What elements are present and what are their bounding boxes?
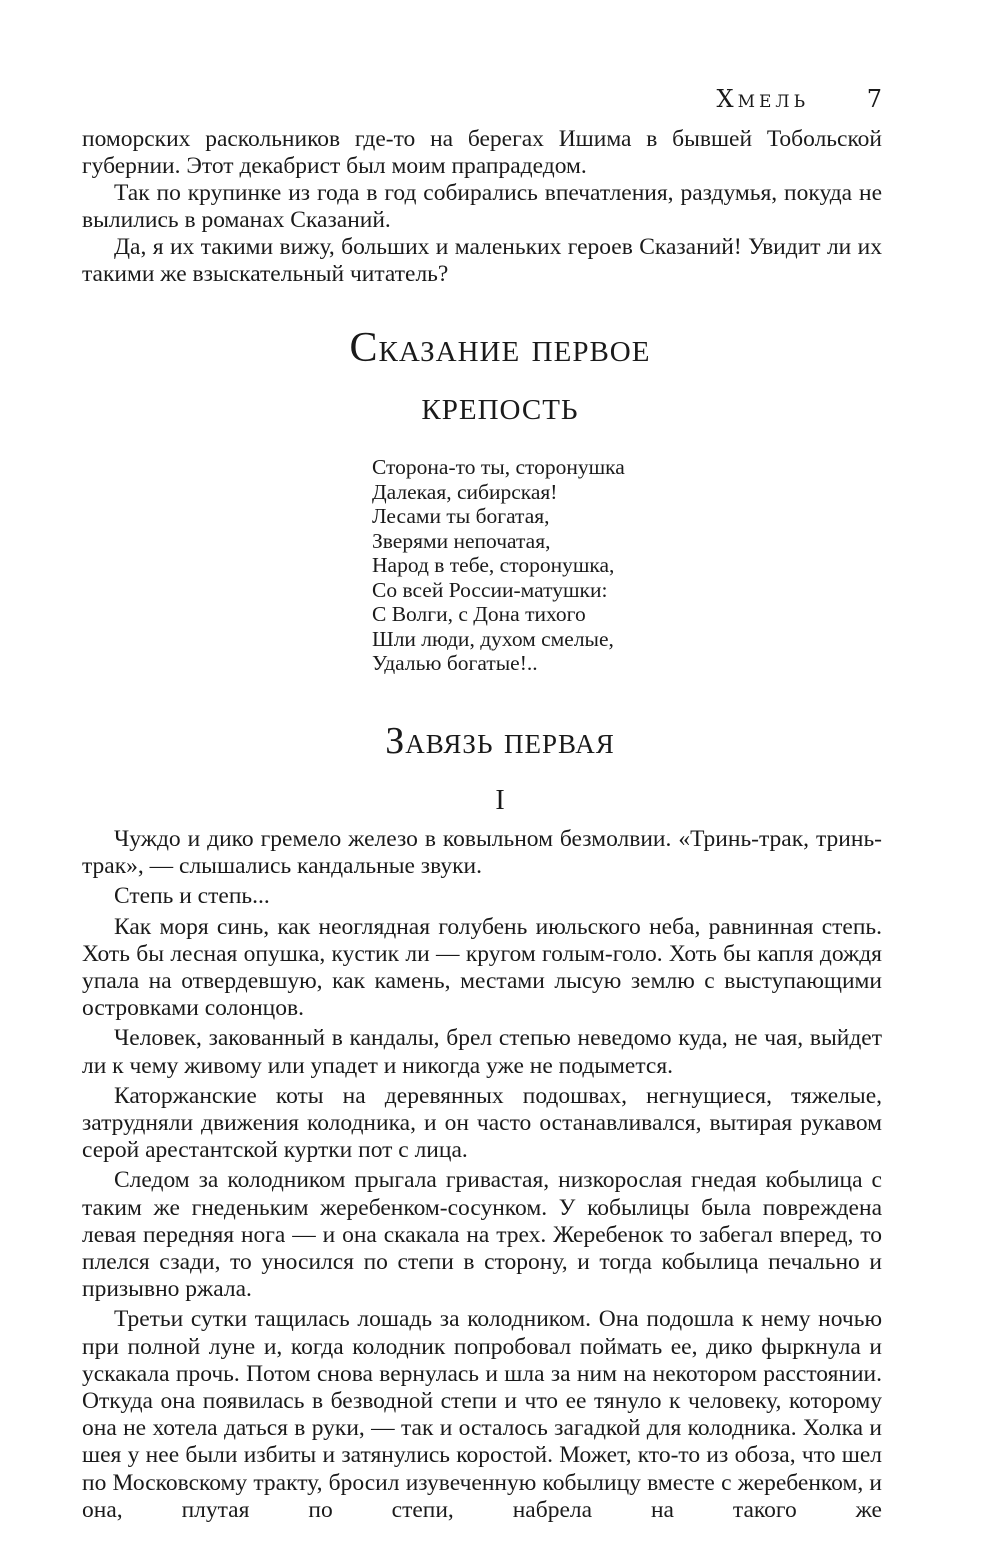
- body-paragraph: Третьи сутки тащилась лошадь за колодником. Она подошла к нему ночью при полной луне и, когда колодник попробовал поймать ее, дико фыркнула и ускакала прочь. Потом снова вернулась и шла за ним на некотором расстоянии. Откуда она появилась в безводной степи и что ее тянуло к человеку, которому она не хотела даться в руки, — так и осталось загадкой для колодника. Холка и шея у нее были избиты и затянулись коростой. Может, кто-то из обоза, что шел по Московскому тракту, бросил изувеченную кобылицу вместе с жеребенком, и она, плутая по степи, набрела на такого же: [82, 1306, 882, 1523]
- intro-paragraph: Да, я их такими вижу, больших и маленьких героев Сказаний! Увидит ли их такими же взыскательный читатель?: [82, 234, 882, 287]
- chapter-body: [82, 826, 882, 1527]
- poem-line: Со всей России-матушки:: [372, 577, 608, 602]
- poem-line: Удалью богатые!..: [372, 651, 538, 675]
- poem-line: Сторона-то ты, сторонушка: [372, 455, 625, 479]
- body-paragraph: Степь и степь...: [114, 883, 270, 910]
- epigraph-poem: [372, 455, 772, 676]
- body-paragraph: Как моря синь, как неоглядная голубень июльского неба, равнинная степь. Хоть бы лесная опушка, кустик ли — кругом голым-голо. Хоть бы капля дождя упала на отвердевшую, как камень, местами лысую землю с выступающими островками солонцов.: [82, 913, 882, 1022]
- intro-text: [82, 126, 882, 288]
- intro-paragraph: Так по крупинке из года в год собирались впечатления, раздумья, покуда не вылились в романах Сказаний.: [82, 180, 882, 233]
- poem-line: С Волги, с Дона тихого: [372, 602, 586, 626]
- section-title-line-1: Сказание первое: [349, 325, 651, 371]
- subsection-title: Завязь первая: [385, 720, 615, 762]
- body-paragraph: Человек, закованный в кандалы, брел степью неведомо куда, не чая, выйдет ли к чему живому или упадет и никогда уже не подымется.: [82, 1025, 882, 1079]
- poem-line: Зверями непочатая,: [372, 528, 551, 553]
- poem-line: Далекая, сибирская!: [372, 479, 558, 504]
- chapter-number: I: [495, 785, 505, 816]
- body-paragraph: Чуждо и дико гремело железо в ковыльном безмолвии. «Тринь-трак, тринь-трак», — слышались кандальные звуки.: [82, 826, 882, 880]
- poem-line: Лесами ты богатая,: [372, 504, 550, 528]
- poem-line: Народ в тебе, сторонушка,: [372, 553, 615, 577]
- section-title-line-2: крепость: [421, 383, 579, 429]
- running-head-title: Хмель: [716, 85, 810, 113]
- running-head: [717, 84, 882, 114]
- body-paragraph: Каторжанские коты на деревянных подошвах, негнущиеся, тяжелые, затрудняли движения колодника, и он часто останавливался, вытирая рукавом серой арестантской куртки пот с лица.: [82, 1082, 882, 1164]
- page-number: 7: [866, 85, 882, 113]
- intro-paragraph: поморских раскольников где-то на берегах Ишима в бывшей Тобольской губернии. Этот декабрист был моим прапрадедом.: [82, 126, 882, 179]
- body-paragraph: Следом за колодником прыгала гривастая, низкорослая гнедая кобылица с таким же гнеденьким жеребенком-сосунком. У кобылицы была повреждена левая передняя нога — и она скакала на трех. Жеребенок то забегал вперед, то плелся сзади, то уносился по степи в сторону, и тогда кобылица печально и призывно ржала.: [82, 1167, 882, 1303]
- poem-line: Шли люди, духом смелые,: [372, 626, 614, 651]
